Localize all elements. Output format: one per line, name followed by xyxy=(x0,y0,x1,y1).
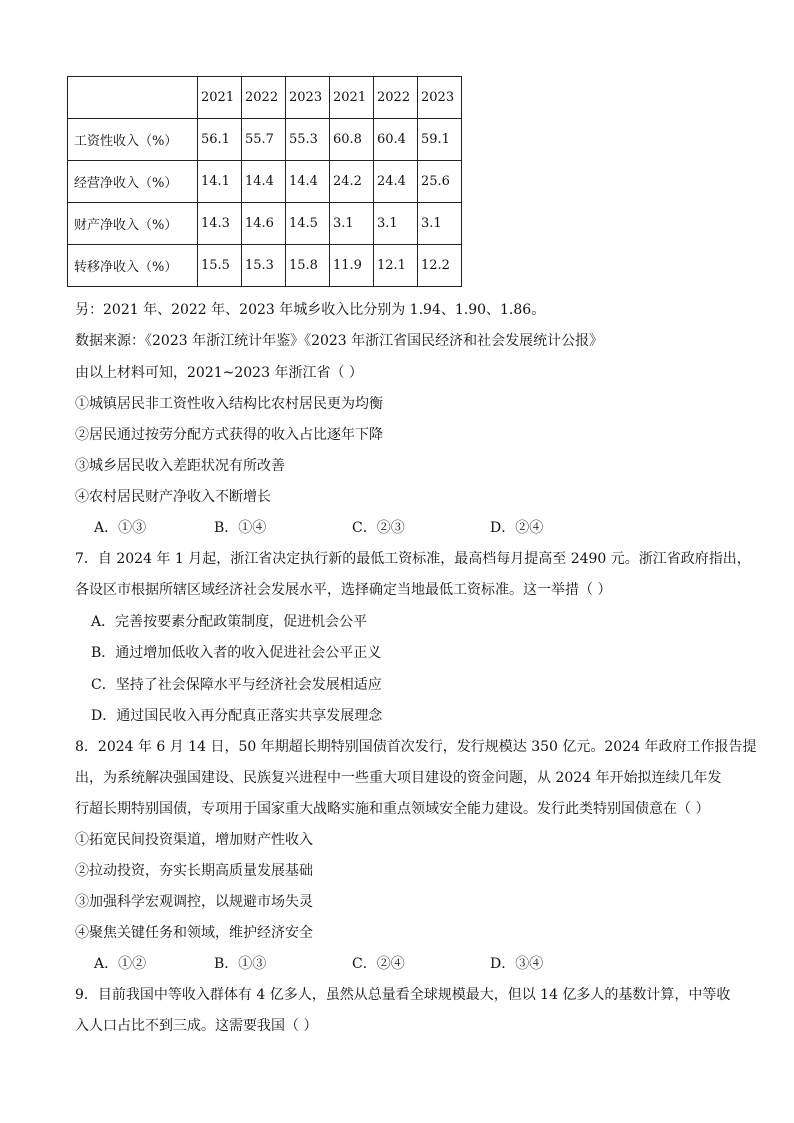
q8-option-b[interactable]: B．①③ xyxy=(214,956,267,972)
q8-statement: ③加强科学宏观调控，以规避市场失灵 xyxy=(75,894,313,910)
q6-option-a[interactable]: A．①③ xyxy=(94,520,147,536)
income-ratio-note: 另：2021 年、2022 年、2023 年城乡收入比分别为 1.94、1.90、1.86。 xyxy=(75,302,546,318)
table-cell: 25.6 xyxy=(418,161,462,203)
q8-option-a[interactable]: A．①② xyxy=(94,956,147,972)
year-header: 2023 xyxy=(286,77,330,119)
table-cell: 12.2 xyxy=(418,245,462,287)
q8-statement: ④聚焦关键任务和领域，维护经济安全 xyxy=(75,925,313,941)
table-cell: 60.8 xyxy=(330,119,374,161)
table-header-row xyxy=(68,77,462,119)
year-header: 2023 xyxy=(418,77,462,119)
q7-option-d[interactable]: D．通过国民收入再分配真正落实共享发展理念 xyxy=(91,708,383,724)
table-cell: 14.3 xyxy=(198,203,242,245)
table-row xyxy=(68,203,462,245)
q9-stem-line-1: 9．目前我国中等收入群体有 4 亿多人，虽然从总量看全球规模最大，但以 14 亿多人的基数计算，中等收 xyxy=(75,987,731,1003)
row-label: 经营净收入（%） xyxy=(68,161,198,203)
q7-stem-line-2: 各设区市根据所辖区域经济社会发展水平，选择确定当地最低工资标准。这一举措（ ） xyxy=(75,582,612,598)
q7-option-b[interactable]: B．通过增加低收入者的收入促进社会公平正义 xyxy=(91,645,382,661)
q8-stem-line-2: 出，为系统解决强国建设、民族复兴进程中一些重大项目建设的资金问题，从 2024 年开始拟连续几年发 xyxy=(75,770,722,786)
data-source-line: 数据来源：《2023 年浙江统计年鉴》《2023 年浙江省国民经济和社会发展统计公报》 xyxy=(75,333,604,349)
table-cell: 15.5 xyxy=(198,245,242,287)
q6-stem: 由以上材料可知，2021~2023 年浙江省（ ） xyxy=(75,365,363,381)
year-header: 2022 xyxy=(374,77,418,119)
q8-option-c[interactable]: C．②④ xyxy=(352,956,405,972)
table-cell: 3.1 xyxy=(330,203,374,245)
table-row xyxy=(68,119,462,161)
q8-stem-line-1: 8．2024 年 6 月 14 日，50 年期超长期特别国债首次发行，发行规模达 350 亿元。2024 年政府工作报告提 xyxy=(75,739,757,755)
table-cell: 55.7 xyxy=(242,119,286,161)
table-cell: 59.1 xyxy=(418,119,462,161)
q7-option-a[interactable]: A．完善按要素分配政策制度，促进机会公平 xyxy=(91,614,368,630)
row-label: 转移净收入（%） xyxy=(68,245,198,287)
table-cell: 14.1 xyxy=(198,161,242,203)
table-cell: 14.5 xyxy=(286,203,330,245)
q8-statement: ①拓宽民间投资渠道，增加财产性收入 xyxy=(75,832,313,848)
table-cell: 11.9 xyxy=(330,245,374,287)
q9-stem-line-2: 入人口占比不到三成。这需要我国（ ） xyxy=(75,1018,318,1034)
row-label: 财产净收入（%） xyxy=(68,203,198,245)
year-header: 2021 xyxy=(330,77,374,119)
q6-statement: ②居民通过按劳分配方式获得的收入占比逐年下降 xyxy=(75,427,383,443)
q6-option-c[interactable]: C．②③ xyxy=(352,520,405,536)
table-cell: 3.1 xyxy=(418,203,462,245)
q6-option-b[interactable]: B．①④ xyxy=(214,520,267,536)
income-structure-table xyxy=(67,76,462,287)
table-cell: 56.1 xyxy=(198,119,242,161)
table-row xyxy=(68,245,462,287)
table-cell: 15.8 xyxy=(286,245,330,287)
q7-stem-line-1: 7．自 2024 年 1 月起，浙江省决定执行新的最低工资标准，最高档每月提高至 2490 元。浙江省政府指出， xyxy=(75,551,751,567)
table-cell: 14.4 xyxy=(242,161,286,203)
row-label: 工资性收入（%） xyxy=(68,119,198,161)
table-cell: 24.2 xyxy=(330,161,374,203)
table-cell: 15.3 xyxy=(242,245,286,287)
q8-option-d[interactable]: D．③④ xyxy=(490,956,544,972)
q6-option-d[interactable]: D．②④ xyxy=(490,520,544,536)
q6-statement: ③城乡居民收入差距状况有所改善 xyxy=(75,458,285,474)
table-cell: 12.1 xyxy=(374,245,418,287)
q6-statement: ④农村居民财产净收入不断增长 xyxy=(75,489,271,505)
q8-stem-line-3: 行超长期特别国债，专项用于国家重大战略实施和重点领域安全能力建设。发行此类特别国债意在（ ） xyxy=(75,801,710,817)
year-header: 2021 xyxy=(198,77,242,119)
table-cell: 3.1 xyxy=(374,203,418,245)
table-cell: 14.4 xyxy=(286,161,330,203)
q7-option-c[interactable]: C．坚持了社会保障水平与经济社会发展相适应 xyxy=(91,677,382,693)
q8-statement: ②拉动投资，夯实长期高质量发展基础 xyxy=(75,863,313,879)
table-cell: 60.4 xyxy=(374,119,418,161)
table-corner-cell xyxy=(68,77,198,119)
table-cell: 24.4 xyxy=(374,161,418,203)
q6-statement: ①城镇居民非工资性收入结构比农村居民更为均衡 xyxy=(75,396,383,412)
table-cell: 55.3 xyxy=(286,119,330,161)
table-row xyxy=(68,161,462,203)
year-header: 2022 xyxy=(242,77,286,119)
table-cell: 14.6 xyxy=(242,203,286,245)
